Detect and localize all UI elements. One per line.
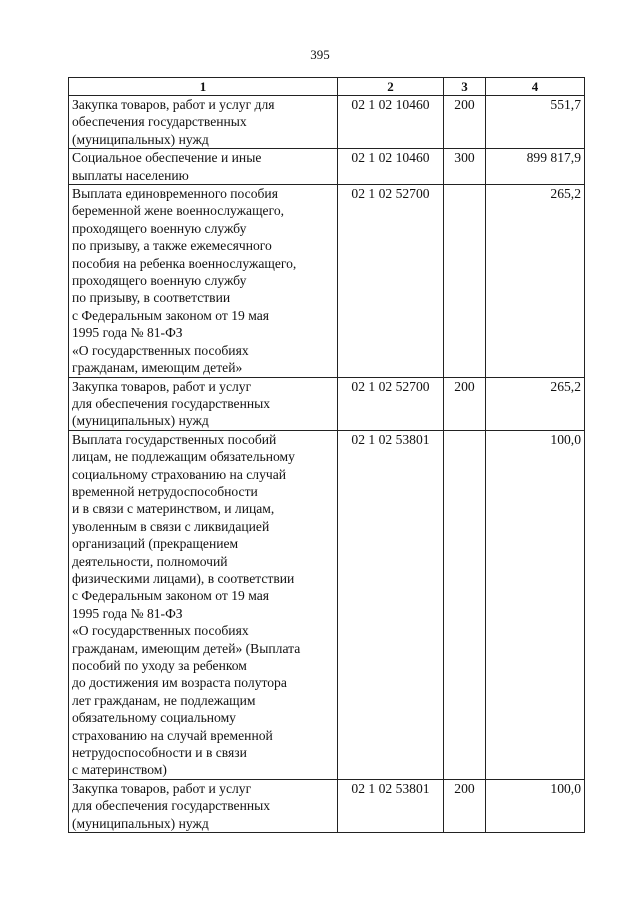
row-name: Социальное обеспечение и иные выплаты населению — [69, 149, 338, 185]
row-code: 02 1 02 52700 — [338, 377, 444, 430]
row-sum: 899 817,9 — [486, 149, 585, 185]
row-code: 02 1 02 10460 — [338, 149, 444, 185]
table-row — [69, 149, 585, 185]
row-kind — [444, 430, 486, 779]
table-header-row — [69, 78, 585, 96]
row-kind — [444, 185, 486, 377]
page-number: 395 — [310, 47, 330, 62]
table-row — [69, 185, 585, 377]
column-header-3: 3 — [444, 78, 486, 96]
row-name: Выплата единовременного пособия беременной жене военнослужащего, проходящего военную службу по призыву, а также ежемесячного пособия на ребенка военнослужащего, проходящего военную службу по призыву, в соответствии с Федеральным законом от 19 мая 1995 года № 81-ФЗ «О государственных пособиях гражданам, имеющим детей» — [69, 185, 338, 377]
budget-table — [68, 77, 585, 833]
table-row — [69, 96, 585, 149]
row-code: 02 1 02 52700 — [338, 185, 444, 377]
row-code: 02 1 02 10460 — [338, 96, 444, 149]
row-kind: 200 — [444, 779, 486, 832]
row-sum: 265,2 — [486, 185, 585, 377]
row-kind: 200 — [444, 377, 486, 430]
row-kind: 200 — [444, 96, 486, 149]
column-header-2: 2 — [338, 78, 444, 96]
row-sum: 100,0 — [486, 779, 585, 832]
row-sum: 551,7 — [486, 96, 585, 149]
row-code: 02 1 02 53801 — [338, 430, 444, 779]
row-sum: 100,0 — [486, 430, 585, 779]
column-header-4: 4 — [486, 78, 585, 96]
table-row — [69, 430, 585, 779]
table-row — [69, 779, 585, 832]
row-name: Закупка товаров, работ и услуг для обеспечения государственных (муниципальных) нужд — [69, 779, 338, 832]
table-row — [69, 377, 585, 430]
row-code: 02 1 02 53801 — [338, 779, 444, 832]
row-name: Закупка товаров, работ и услуг для обеспечения государственных (муниципальных) нужд — [69, 96, 338, 149]
row-sum: 265,2 — [486, 377, 585, 430]
column-header-1: 1 — [69, 78, 338, 96]
row-kind: 300 — [444, 149, 486, 185]
row-name: Закупка товаров, работ и услуг для обеспечения государственных (муниципальных) нужд — [69, 377, 338, 430]
row-name: Выплата государственных пособий лицам, не подлежащим обязательному социальному страхованию на случай временной нетрудоспособности и в связи с материнством, и лицам, уволенным в связи с ликвидацией организаций (прекращением деятельности, полномочий физическими лицами), в соответствии с Федеральным законом от 19 мая 1995 года № 81-ФЗ «О государственных пособиях гражданам, имеющим детей» (Выплата пособий по уходу за ребенком до достижения им возраста полутора лет гражданам, не подлежащим обязательному социальному страхованию на случай временной нетрудоспособности и в связи с материнством) — [69, 430, 338, 779]
